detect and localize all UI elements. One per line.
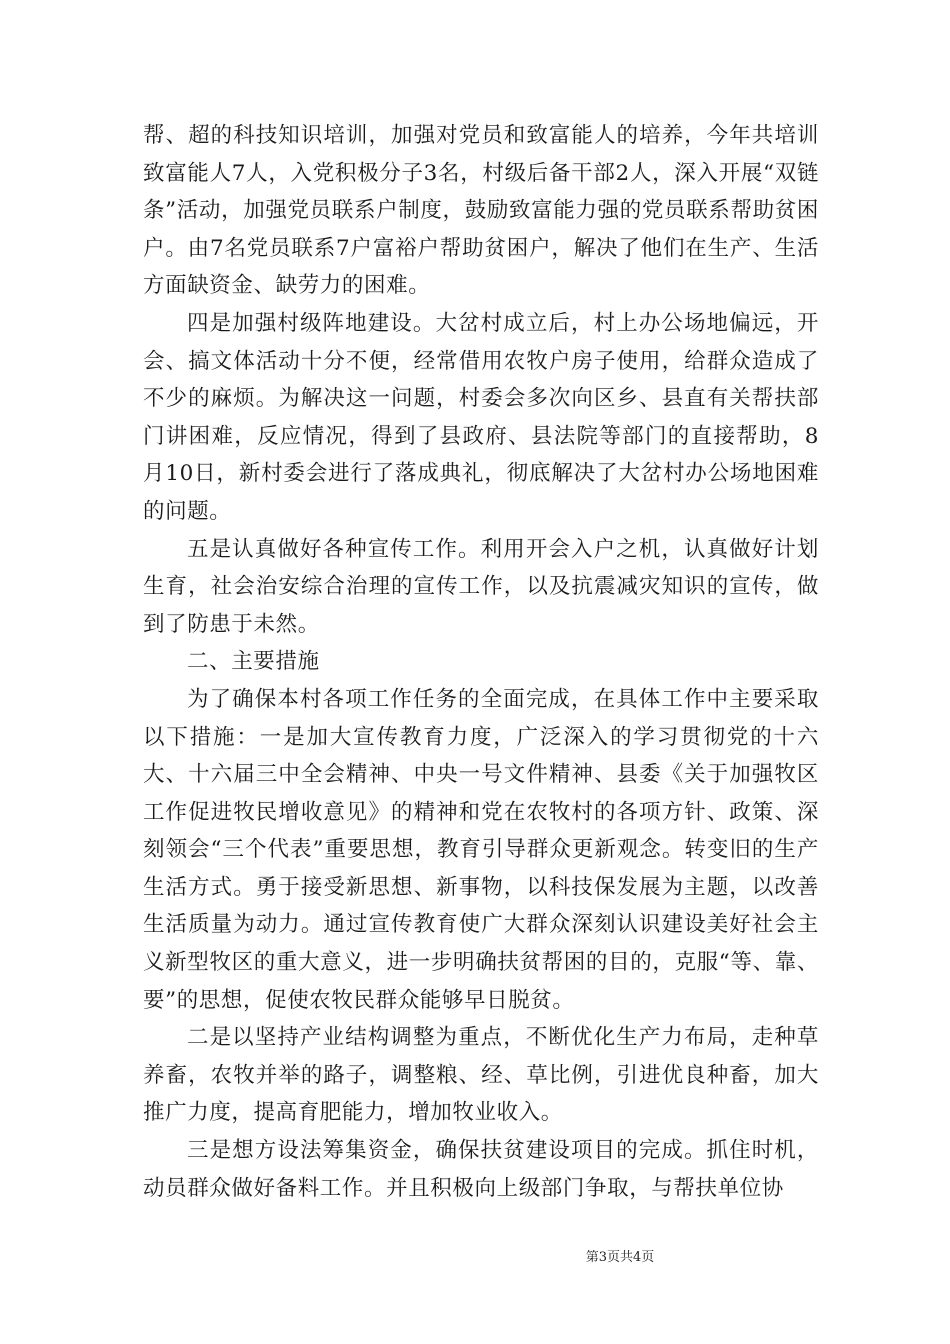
paragraph-2: 四是加强村级阵地建设。大岔村成立后，村上办公场地偏远，开会、搞文体活动十分不便，经常借用农牧户房子使用，给群众造成了不少的麻烦。为解决这一问题，村委会多次向区乡、县直有关帮扶部门讲困难，反应情况，得到了县政府、县法院等部门的直接帮助，8月10日，新村委会进行了落成典礼，彻底解决了大岔村办公场地困难的问题。	[143, 310, 819, 524]
paragraph-6: 三是想方设法筹集资金，确保扶贫建设项目的完成。抓住时机，动员群众做好备料工作。并且积极向上级部门争取，与帮扶单位协	[143, 1138, 819, 1201]
paragraph-3: 五是认真做好各种宣传工作。利用开会入户之机，认真做好计划生育，社会治安综合治理的宣传工作，以及抗震减灾知识的宣传，做到了防患于未然。	[143, 536, 819, 637]
section-heading: 二、主要措施	[187, 649, 320, 675]
paragraph-1: 帮、超的科技知识培训，加强对党员和致富能人的培养，今年共培训致富能人7人，入党积极分子3名，村级后备干部2人，深入开展“双链条”活动，加强党员联系户制度，鼓励致富能力强的党员联系帮助贫困户。由7名党员联系7户富裕户帮助贫困户，解决了他们在生产、生活方面缺资金、缺劳力的困难。	[143, 123, 819, 299]
paragraph-5: 二是以坚持产业结构调整为重点，不断优化生产力布局，走种草养畜，农牧并举的路子，调整粮、经、草比例，引进优良种畜，加大推广力度，提高育肥能力，增加牧业收入。	[143, 1025, 819, 1126]
page-footer	[0, 1249, 950, 1267]
paragraph-4: 为了确保本村各项工作任务的全面完成，在具体工作中主要采取以下措施：一是加大宣传教育力度，广泛深入的学习贯彻党的十六大、十六届三中全会精神、中央一号文件精神、县委《关于加强牧区工作促进牧民增收意见》的精神和党在农牧村的各项方针、政策、深刻领会“三个代表”重要思想，教育引导群众更新观念。转变旧的生产生活方式。勇于接受新思想、新事物，以科技保发展为主题，以改善生活质量为动力。通过宣传教育使广大群众深刻认识建设美好社会主义新型牧区的重大意义，进一步明确扶贫帮困的目的，克服“等、靠、要”的思想，促使农牧民群众能够早日脱贫。	[143, 686, 819, 1013]
page-number-label: 第3页共4页	[585, 1250, 655, 1265]
document-body	[143, 117, 819, 1207]
